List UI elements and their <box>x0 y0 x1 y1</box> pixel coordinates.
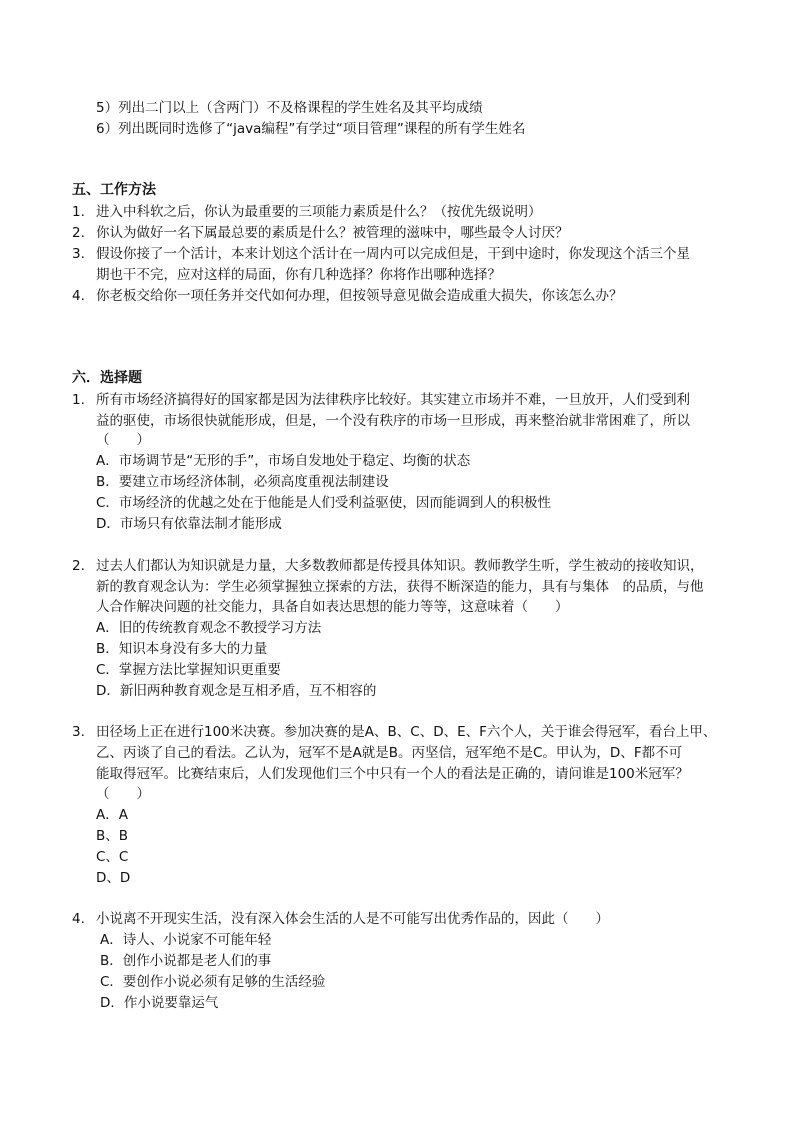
prev-item-5: 5）列出二门以上（含两门）不及格课程的学生姓名及其平均成绩 <box>96 100 483 116</box>
q3-stem-line4: （ ） <box>96 786 150 802</box>
q2-stem-line2: 新的教育观念认为：学生必须掌握独立探索的方法，获得不断深造的能力，具有与集体 的品质，与他 <box>96 579 704 595</box>
q3-stem-line1: 田径场上正在进行100米决赛。参加决赛的是A、B、C、D、E、F六个人，关于谁会得冠军，看台上甲、 <box>96 724 717 740</box>
q3-stem-line3: 能取得冠军。比赛结束后，人们发现他们三个中只有一个人的看法是正确的，请问谁是100米冠军？ <box>96 766 689 782</box>
s5-item-4-number: 4. <box>72 288 85 304</box>
s5-item-4-text: 你老板交给你一项任务并交代如何办理，但按领导意见做会造成重大损失，你该怎么办？ <box>96 288 623 304</box>
q3-option-a: A．A <box>96 807 128 823</box>
s5-item-1-text: 进入中科软之后，你认为最重要的三项能力素质是什么？（按优先级说明） <box>96 204 542 220</box>
s5-item-3-text-line1: 假设你接了一个活计，本来计划这个活计在一周内可以完成但是，干到中途时，你发现这个活三个星 <box>96 246 690 262</box>
q2-option-b: B．知识本身没有多大的力量 <box>96 641 268 657</box>
q2-number: 2. <box>72 558 85 574</box>
q4-option-c: C．要创作小说必须有足够的生活经验 <box>100 974 326 990</box>
q3-option-d: D、D <box>96 870 131 886</box>
section5-title: 五、工作方法 <box>72 182 156 198</box>
q1-option-b: B．要建立市场经济体制，必须高度重视法制建设 <box>96 474 389 490</box>
q2-stem-line3: 人合作解决问题的社交能力，具备自如表达思想的能力等等，这意味着（ ） <box>96 599 569 615</box>
q4-option-d: D．作小说要靠运气 <box>100 995 219 1011</box>
prev-item-6: 6）列出既同时选修了“java编程”有学过“项目管理”课程的所有学生姓名 <box>96 121 526 137</box>
s5-item-1-number: 1. <box>72 204 85 220</box>
q4-stem-line1: 小说离不开现实生活，没有深入体会生活的人是不可能写出优秀作品的，因此（ ） <box>96 911 609 927</box>
q1-option-a: A．市场调节是“无形的手”，市场自发地处于稳定、均衡的状态 <box>96 453 471 469</box>
q3-stem-line2: 乙、丙谈了自己的看法。乙认为，冠军不是A就是B。丙坚信，冠军绝不是C。甲认为，D、F都不可 <box>96 745 683 761</box>
s5-item-3-text-line2: 期也干不完，应对这样的局面，你有几种选择？你将作出哪种选择？ <box>96 267 501 283</box>
q1-option-c: C．市场经济的优越之处在于他能是人们受利益驱使，因而能调到人的积极性 <box>96 495 551 511</box>
q3-option-b: B、B <box>96 828 129 844</box>
q4-option-a: A．诗人、小说家不可能年轻 <box>100 932 272 948</box>
q1-number: 1. <box>72 392 85 408</box>
q1-option-d: D．市场只有依靠法制才能形成 <box>96 516 282 532</box>
s5-item-2-text: 你认为做好一名下属最总要的素质是什么？被管理的滋味中，哪些最令人讨厌？ <box>96 225 569 241</box>
q2-option-a: A．旧的传统教育观念不教授学习方法 <box>96 620 322 636</box>
q2-stem-line1: 过去人们都认为知识就是力量，大多数教师都是传授具体知识。教师教学生听，学生被动的接收知识， <box>96 558 704 574</box>
section6-title: 六．选择题 <box>72 370 142 386</box>
q3-number: 3. <box>72 724 85 740</box>
q2-option-c: C．掌握方法比掌握知识更重要 <box>96 662 281 678</box>
s5-item-3-number: 3. <box>72 246 85 262</box>
q3-option-c: C、C <box>96 849 129 865</box>
q1-stem-line2: 益的驱使，市场很快就能形成，但是，一个没有秩序的市场一旦形成，再来整治就非常困难了，所以 <box>96 413 690 429</box>
q4-number: 4. <box>72 911 85 927</box>
q4-option-b: B．创作小说都是老人们的事 <box>100 953 272 969</box>
q2-option-d: D．新旧两种教育观念是互相矛盾，互不相容的 <box>96 683 377 699</box>
s5-item-2-number: 2. <box>72 225 85 241</box>
q1-stem-line3: （ ） <box>96 432 150 448</box>
q1-stem-line1: 所有市场经济搞得好的国家都是因为法律秩序比较好。其实建立市场并不难，一旦放开，人们受到利 <box>96 392 690 408</box>
